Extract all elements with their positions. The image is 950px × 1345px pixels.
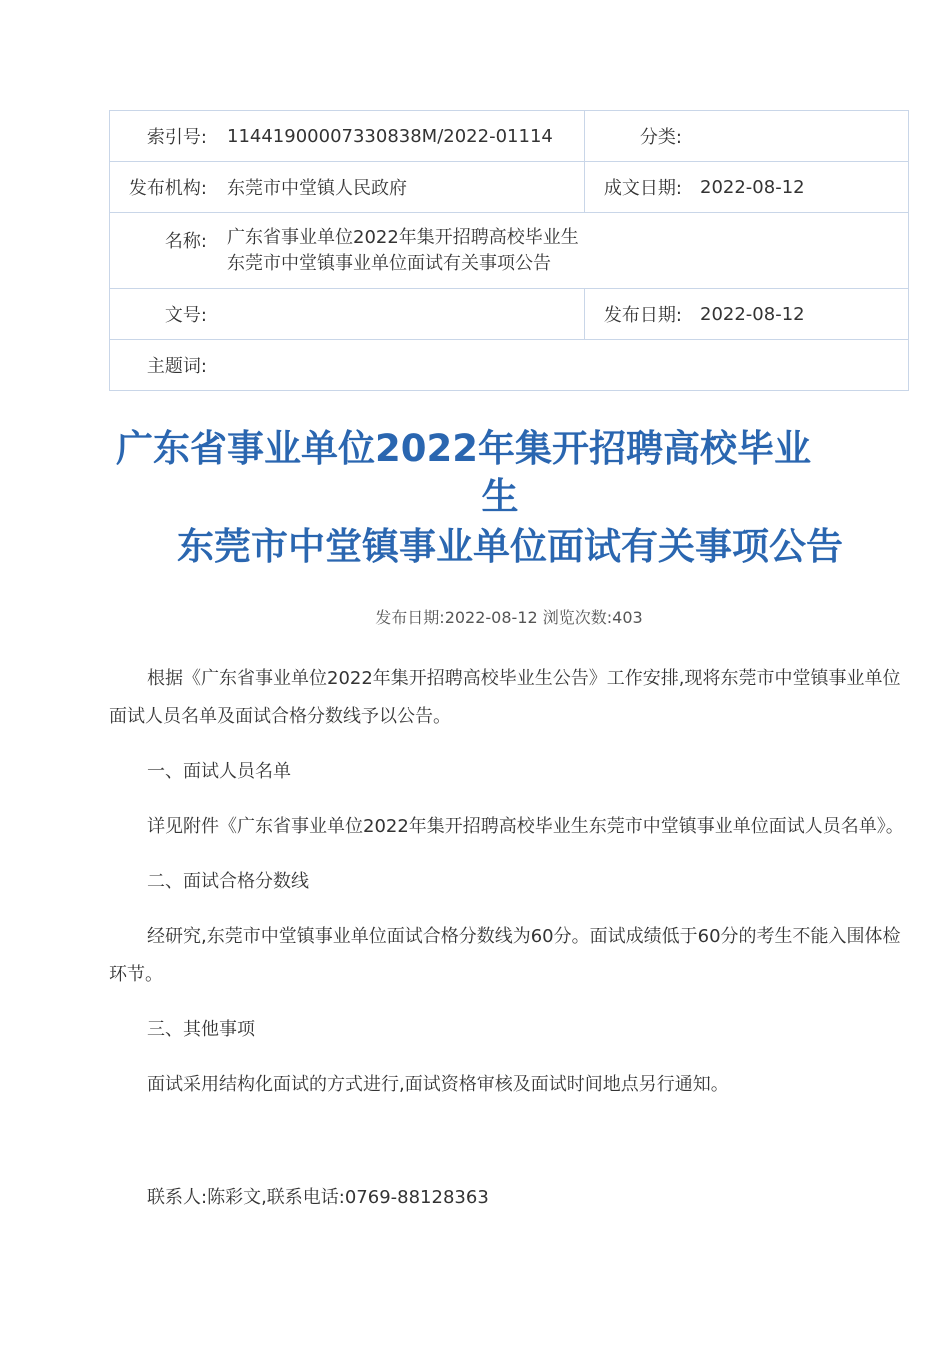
name-label: 名称: (164, 231, 207, 252)
section-heading-3: 三、其他事项 (147, 1019, 255, 1040)
subject-value (225, 340, 227, 390)
doc-number-value (225, 289, 227, 339)
title-line-2: 生 (481, 475, 519, 518)
name-value-line2: 东莞市中堂镇事业单位面试有关事项公告 (227, 252, 551, 274)
created-date-label: 成文日期: (603, 178, 682, 199)
doc-number-label: 文号: (164, 305, 207, 326)
spacer (109, 1121, 909, 1179)
title-line-1: 广东省事业单位2022年集开招聘高校毕业 (116, 427, 811, 470)
meta-publisher-cell (110, 162, 585, 212)
publisher-value: 东莞市中堂镇人民政府 (227, 178, 407, 199)
paragraph-intro: 根据《广东省事业单位2022年集开招聘高校毕业生公告》工作安排,现将东莞市中堂镇事业单位面试人员名单及面试合格分数线予以公告。 (109, 668, 901, 727)
title-line-3: 东莞市中堂镇事业单位面试有关事项公告 (177, 525, 843, 568)
publish-date-label: 发布日期: (603, 305, 682, 326)
meta-category-cell (585, 111, 908, 161)
publish-info: 发布日期:2022-08-12 浏览次数:403 (375, 608, 643, 627)
publish-date-value: 2022-08-12 (700, 303, 805, 325)
meta-row-publisher (110, 161, 908, 212)
name-value-line1: 广东省事业单位2022年集开招聘高校毕业生 (227, 226, 579, 248)
paragraph-interview-list: 详见附件《广东省事业单位2022年集开招聘高校毕业生东莞市中堂镇事业单位面试人员名单》。 (147, 816, 904, 837)
meta-pubdate-cell (585, 289, 908, 339)
meta-row-docno (110, 288, 908, 339)
meta-docno-cell (110, 289, 585, 339)
section-heading-2: 二、面试合格分数线 (147, 871, 309, 892)
section-heading-1: 一、面试人员名单 (147, 761, 291, 782)
page-title (80, 425, 940, 571)
name-value (225, 213, 579, 288)
article-body (109, 660, 909, 1234)
meta-row-name (110, 212, 908, 288)
meta-row-subject (110, 339, 908, 390)
paragraph-passing-score: 经研究,东莞市中堂镇事业单位面试合格分数线为60分。面试成绩低于60分的考生不能入围体检环节。 (109, 926, 901, 985)
contact-info: 联系人:陈彩文,联系电话:0769-88128363 (147, 1187, 489, 1208)
metadata-table (109, 110, 909, 391)
subject-label: 主题词: (146, 356, 207, 377)
paragraph-other-matters: 面试采用结构化面试的方式进行,面试资格审核及面试时间地点另行通知。 (147, 1074, 729, 1095)
meta-index-cell (110, 111, 585, 161)
meta-row-index (110, 111, 908, 161)
created-date-value: 2022-08-12 (700, 176, 805, 198)
index-value: 11441900007330838M/2022-01114 (227, 125, 553, 147)
category-label: 分类: (639, 127, 682, 148)
index-label: 索引号: (146, 127, 207, 148)
publisher-label: 发布机构: (128, 178, 207, 199)
meta-created-cell (585, 162, 908, 212)
